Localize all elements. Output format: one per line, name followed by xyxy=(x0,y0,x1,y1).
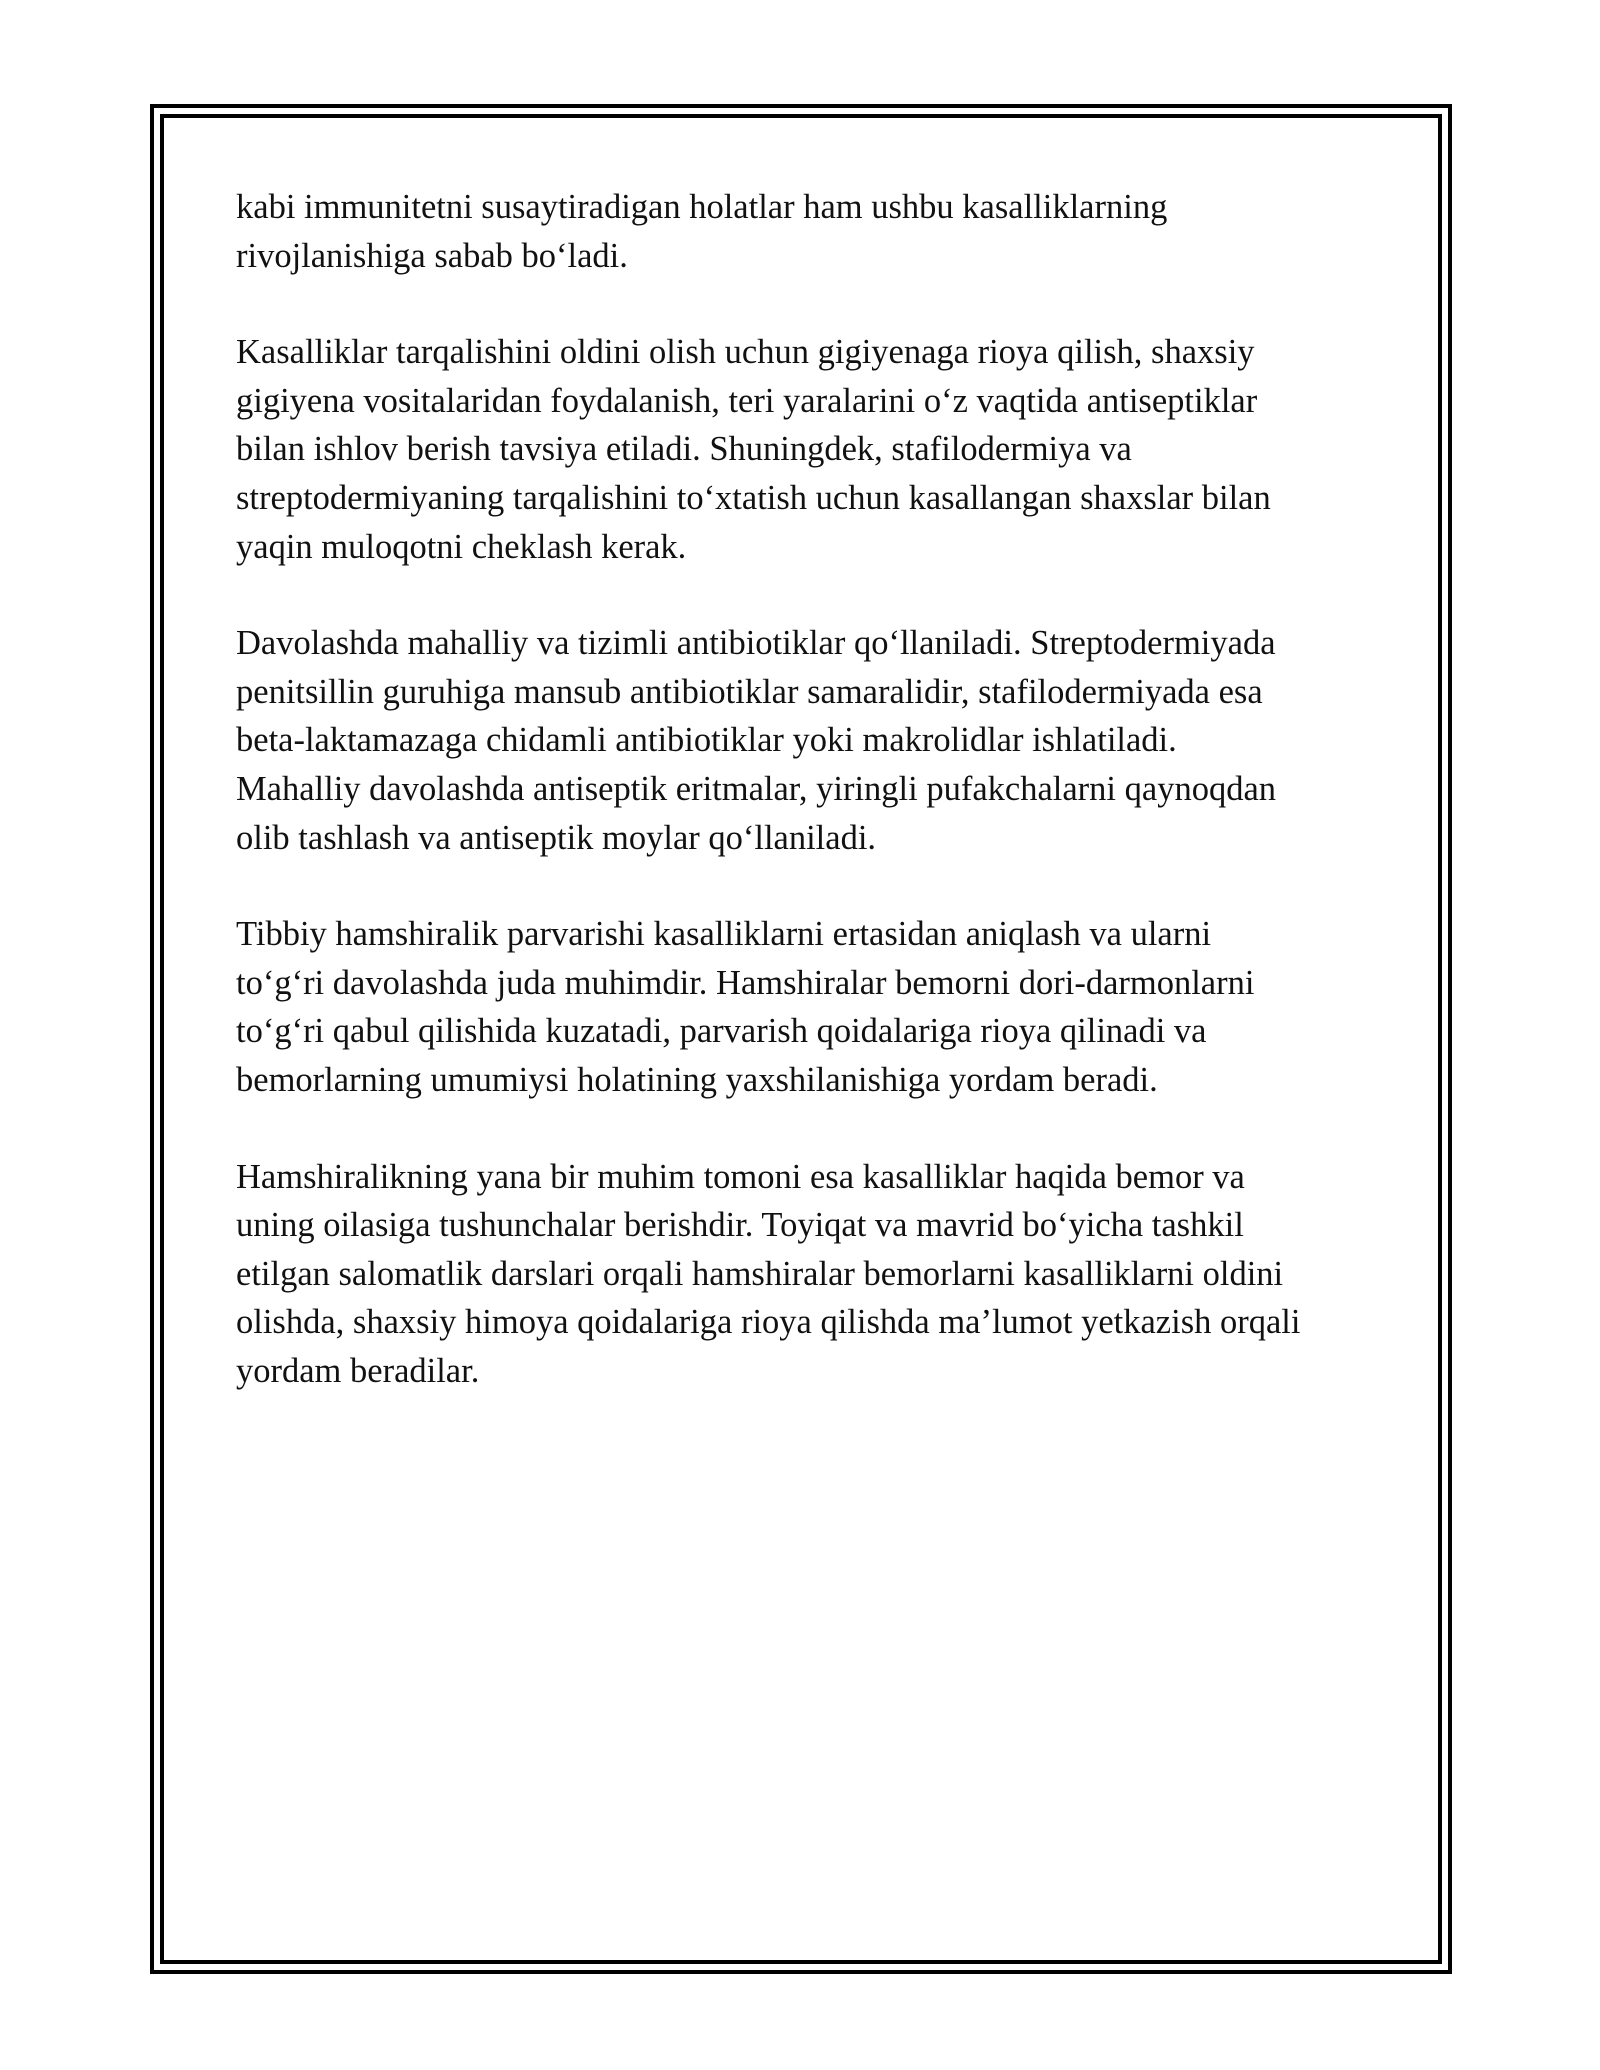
paragraph-2 xyxy=(236,328,1396,571)
text-line: rivojlanishiga sabab bo‘ladi. xyxy=(236,236,628,275)
paragraph-4 xyxy=(236,910,1396,1104)
text-line: gigiyena vositalaridan foydalanish, teri yaralarini o‘z vaqtida antiseptiklar xyxy=(236,381,1258,420)
text-line: to‘g‘ri qabul qilishida kuzatadi, parvarish qoidalariga rioya qilinadi va xyxy=(236,1012,1207,1051)
text-line: bemorlarning umumiysi holatining yaxshilanishiga yordam beradi. xyxy=(236,1060,1158,1099)
text-line: yordam beradilar. xyxy=(236,1351,480,1390)
text-line: olishda, shaxsiy himoya qoidalariga rioya qilishda ma’lumot yetkazish orqali xyxy=(236,1303,1301,1342)
text-line: Kasalliklar tarqalishini oldini olish uchun gigiyenaga rioya qilish, shaxsiy xyxy=(236,333,1255,372)
text-line: uning oilasiga tushunchalar berishdir. Toyiqat va mavrid bo‘yicha tashkil xyxy=(236,1206,1244,1245)
text-line: yaqin muloqotni cheklash kerak. xyxy=(236,527,687,566)
text-line: kabi immunitetni susaytiradigan holatlar ham ushbu kasalliklarning xyxy=(236,188,1168,226)
text-line: olib tashlash va antiseptik moylar qo‘llaniladi. xyxy=(236,818,877,857)
text-line: streptodermiyaning tarqalishini to‘xtatish uchun kasallangan shaxslar bilan xyxy=(236,478,1271,517)
text-line: Tibbiy hamshiralik parvarishi kasalliklarni ertasidan aniqlash va ularni xyxy=(236,915,1212,954)
text-line: Hamshiralikning yana bir muhim tomoni esa kasalliklar haqida bemor va xyxy=(236,1157,1245,1196)
text-line: to‘g‘ri davolashda juda muhimdir. Hamshiralar bemorni dori-darmonlarni xyxy=(236,963,1255,1002)
text-line: Mahalliy davolashda antiseptik eritmalar, yiringli pufakchalarni qaynoqdan xyxy=(236,769,1277,808)
paragraph-5 xyxy=(236,1153,1396,1396)
text-line: Davolashda mahalliy va tizimli antibiotiklar qo‘llaniladi. Streptodermiyada xyxy=(236,624,1276,663)
text-line: penitsillin guruhiga mansub antibiotiklar samaralidir, stafilodermiyada esa xyxy=(236,672,1263,711)
document-body xyxy=(236,183,1396,1443)
text-line: etilgan salomatlik darslari orqali hamshiralar bemorlarni kasalliklarni oldini xyxy=(236,1254,1284,1293)
text-line: beta-laktamazaga chidamli antibiotiklar yoki makrolidlar ishlatiladi. xyxy=(236,721,1177,760)
paragraph-3 xyxy=(236,619,1396,862)
text-line: bilan ishlov berish tavsiya etiladi. Shuningdek, stafilodermiya va xyxy=(236,430,1132,469)
paragraph-1 xyxy=(236,183,1396,280)
